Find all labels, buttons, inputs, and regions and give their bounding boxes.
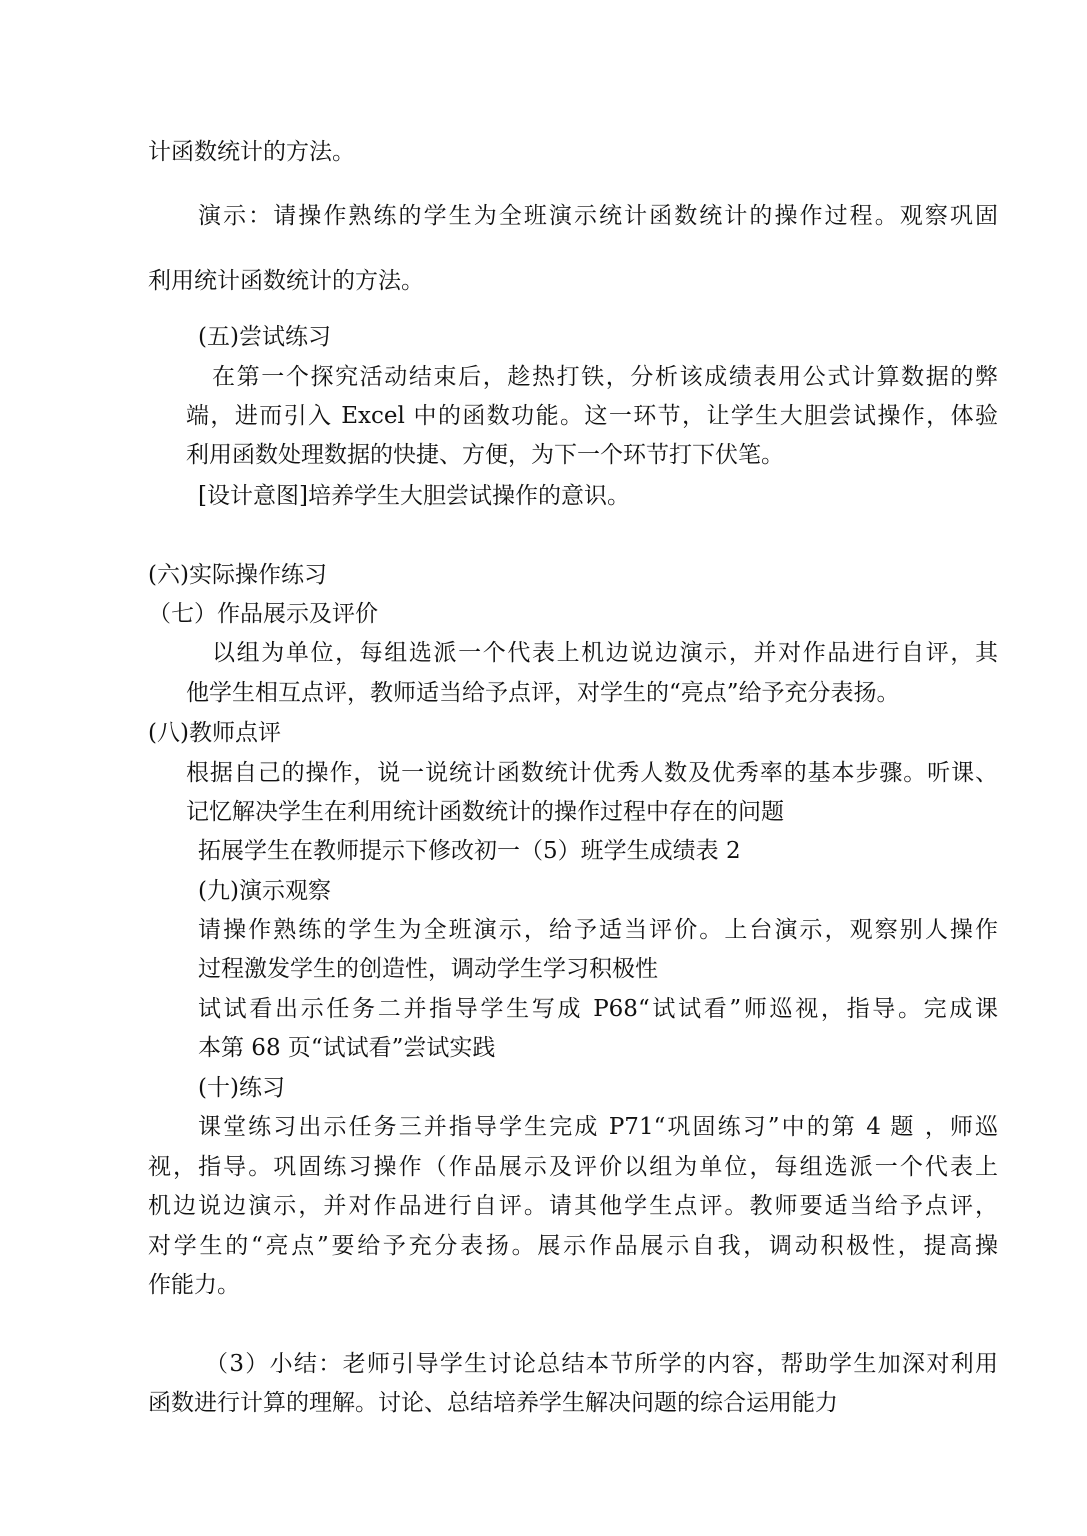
text-line: 函数进行计算的理解。讨论、总结培养学生解决问题的综合运用能力: [148, 1390, 838, 1416]
text-line: 课堂练习出示任务三并指导学生完成 P71“巩固练习”中的第 4 题 ，师巡: [198, 1114, 998, 1140]
text-line: 拓展学生在教师提示下修改初一（5）班学生成绩表 2: [198, 838, 741, 864]
text-line: 对学生的“亮点”要给予充分表扬。展示作品展示自我，调动积极性，提高操: [148, 1233, 998, 1259]
text-line: 本第 68 页“试试看”尝试实践: [198, 1035, 496, 1061]
section-heading: （七）作品展示及评价: [148, 601, 378, 627]
section-heading: (五)尝试练习: [198, 324, 331, 350]
text-line: 视，指导。巩固练习操作（作品展示及评价以组为单位，每组选派一个代表上: [148, 1154, 998, 1180]
section-heading: (六)实际操作练习: [148, 562, 327, 588]
text-line: 请操作熟练的学生为全班演示，给予适当评价。上台演示，观察别人操作: [198, 917, 998, 943]
text-line: 计函数统计的方法。: [148, 139, 355, 165]
text-line: 演示：请操作熟练的学生为全班演示统计函数统计的操作过程。观察巩固: [198, 203, 998, 229]
text-line: 作能力。: [148, 1272, 240, 1298]
section-heading: (九)演示观察: [198, 878, 331, 904]
text-line: 利用统计函数统计的方法。: [148, 268, 424, 294]
text-line: 过程激发学生的创造性，调动学生学习积极性: [198, 956, 658, 982]
section-heading: (十)练习: [198, 1075, 285, 1101]
text-line: 在第一个探究活动结束后，趁热打铁，分析该成绩表用公式计算数据的弊: [212, 364, 998, 390]
text-line: 记忆解决学生在利用统计函数统计的操作过程中存在的问题: [186, 799, 784, 825]
text-line: （3）小结：老师引导学生讨论总结本节所学的内容，帮助学生加深对利用: [205, 1351, 998, 1377]
text-line: [设计意图]培养学生大胆尝试操作的意识。: [198, 483, 630, 509]
text-line: 他学生相互点评，教师适当给予点评，对学生的“亮点”给予充分表扬。: [186, 680, 900, 706]
text-line: 机边说边演示，并对作品进行自评。请其他学生点评。教师要适当给予点评，: [148, 1193, 998, 1219]
text-line: 试试看出示任务二并指导学生写成 P68“试试看”师巡视，指导。完成课: [198, 996, 998, 1022]
text-line: 端，进而引入 Excel 中的函数功能。这一环节，让学生大胆尝试操作，体验: [186, 403, 998, 429]
text-line: 利用函数处理数据的快捷、方便，为下一个环节打下伏笔。: [186, 442, 784, 468]
text-line: 以组为单位，每组选派一个代表上机边说边演示，并对作品进行自评，其: [212, 640, 998, 666]
section-heading: (八)教师点评: [148, 720, 281, 746]
text-line: 根据自己的操作，说一说统计函数统计优秀人数及优秀率的基本步骤。听课、: [186, 760, 998, 786]
